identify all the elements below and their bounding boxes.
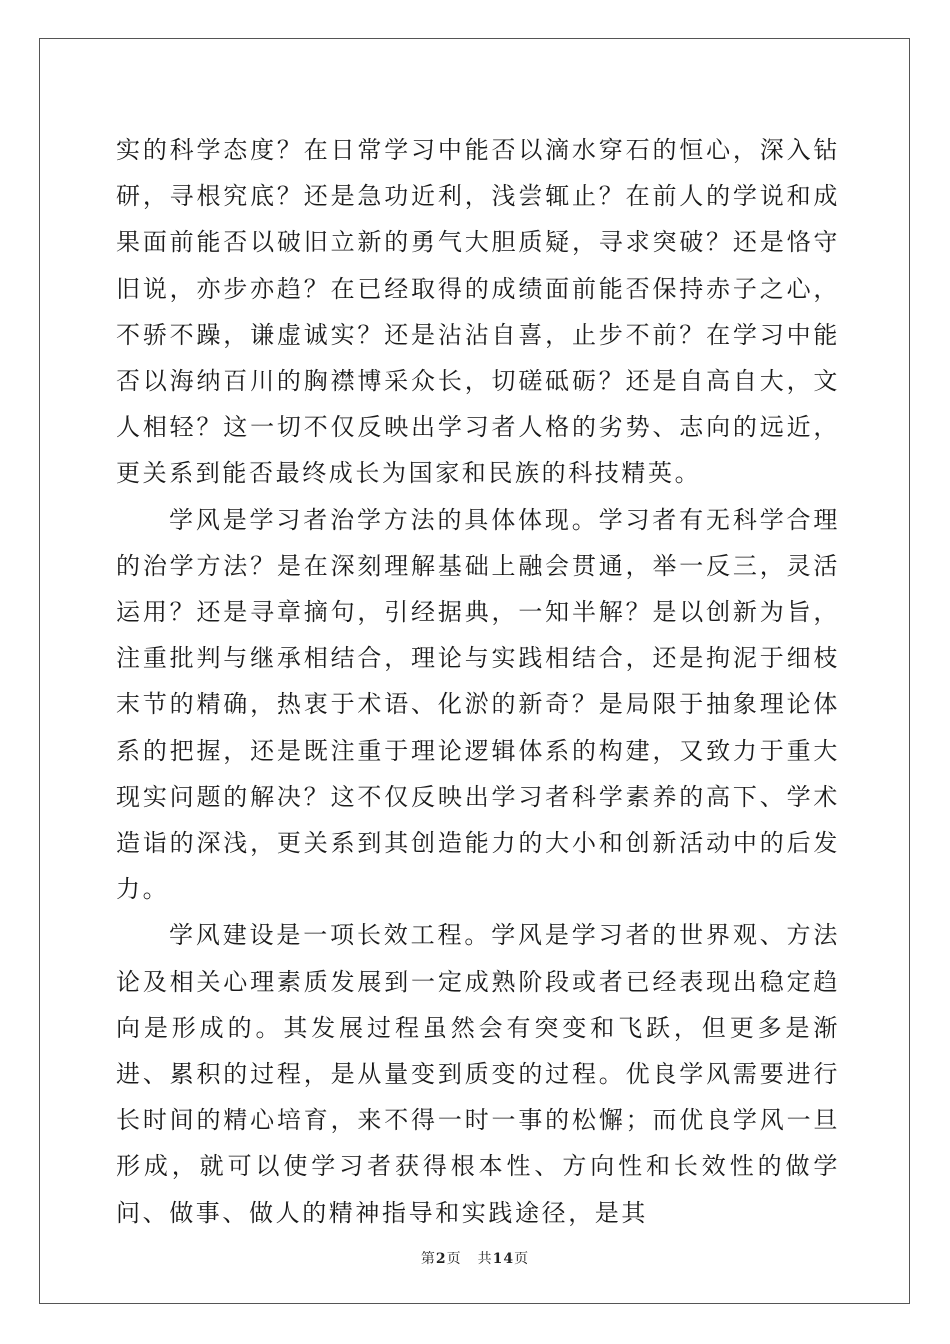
total-prefix: 共 <box>477 1251 493 1267</box>
document-body <box>116 127 840 1236</box>
page-current: 2 <box>435 1251 447 1267</box>
page-number-footer <box>0 1248 950 1268</box>
total-suffix: 页 <box>514 1251 530 1267</box>
paragraph-study-methods: 学风是学习者治学方法的具体体现。学习者有无科学合理的治学方法？是在深刻理解基础上融会贯通，举一反三，灵活运用？还是寻章摘句，引经据典，一知半解？是以创新为旨，注重批判与继承相结合，理论与实践相结合，还是拘泥于细枝末节的精确，热衷于术语、化淤的新奇？是局限于抽象理论体系的把握，还是既注重于理论逻辑体系的构建，又致力于重大现实问题的解决？这不仅反映出学习者科学素养的高下、学术造诣的深浅，更关系到其创造能力的大小和创新活动中的后发力。 <box>116 505 840 904</box>
page-prefix: 第 <box>420 1251 436 1267</box>
page-suffix: 页 <box>446 1251 462 1267</box>
page-total: 14 <box>492 1251 515 1267</box>
paragraph-long-term-project: 学风建设是一项长效工程。学风是学习者的世界观、方法论及相关心理素质发展到一定成熟阶段或者已经表现出稳定趋向是形成的。其发展过程虽然会有突变和飞跃，但更多是渐进、累积的过程，是从量变到质变的过程。优良学风需要进行长时间的精心培育，来不得一时一事的松懈；而优良学风一旦形成，就可以使学习者获得根本性、方向性和长效性的做学问、做事、做人的精神指导和实践途径，是其 <box>116 921 840 1227</box>
paragraph-continued: 实的科学态度？在日常学习中能否以滴水穿石的恒心，深入钻研，寻根究底？还是急功近利，浅尝辄止？在前人的学说和成果面前能否以破旧立新的勇气大胆质疑，寻求突破？还是恪守旧说，亦步亦趋？在已经取得的成绩面前能否保持赤子之心，不骄不躁，谦虚诚实？还是沾沾自喜，止步不前？在学习中能否以海纳百川的胸襟博采众长，切磋砥砺？还是自高自大，文人相轻？这一切不仅反映出学习者人格的劣势、志向的远近，更关系到能否最终成长为国家和民族的科技精英。 <box>116 136 840 488</box>
